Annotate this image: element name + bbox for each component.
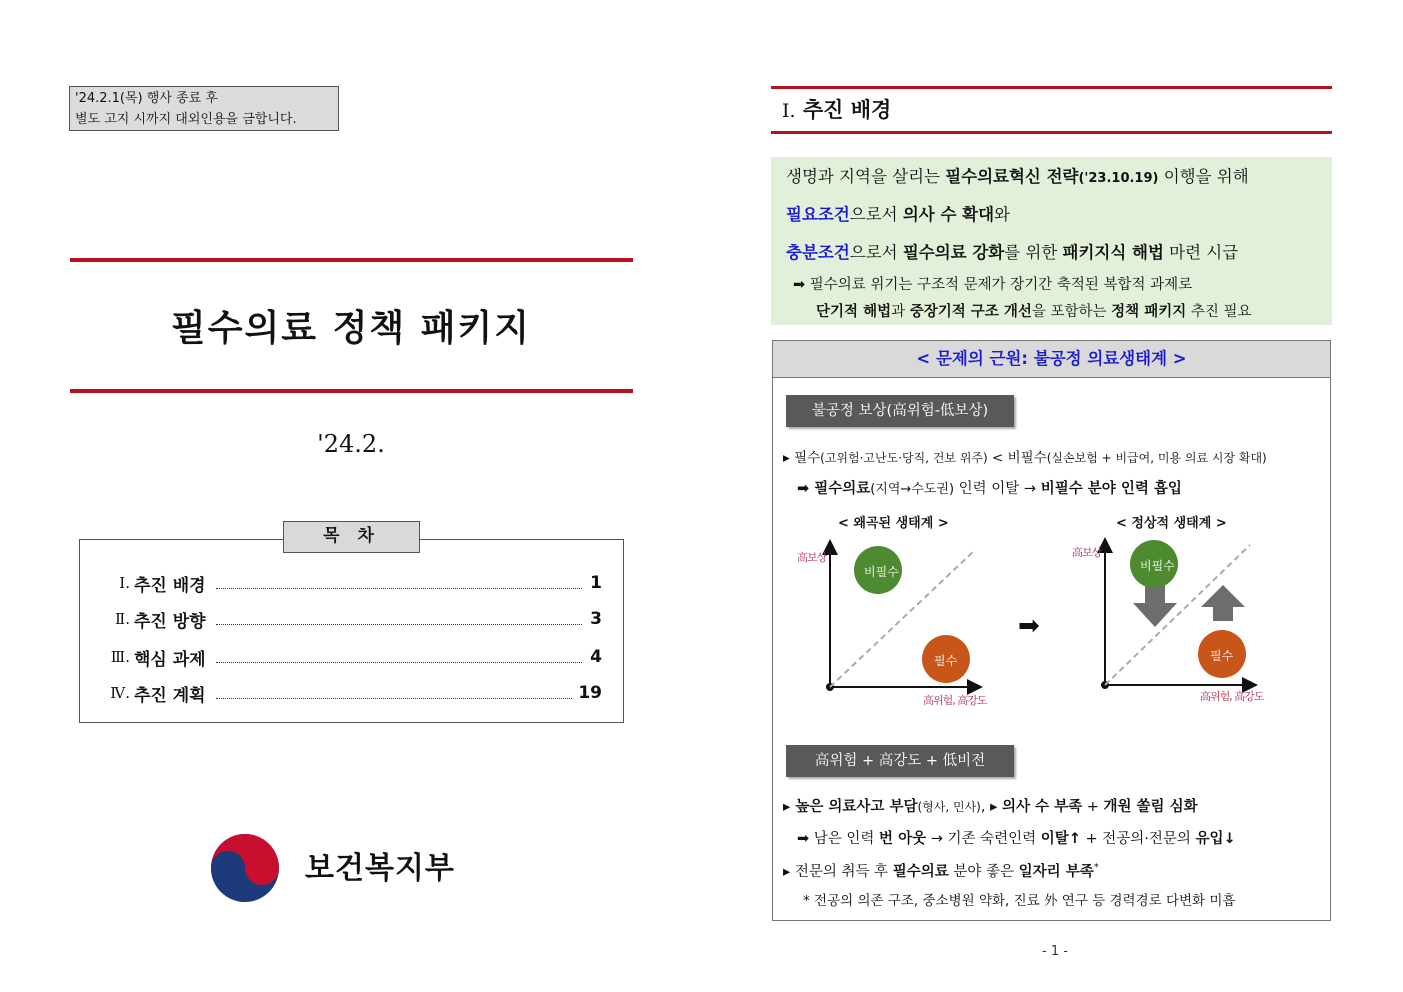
text: 인력 이탈 → <box>954 481 1041 497</box>
bullet-essential-vs-nonessential <box>783 446 1267 466</box>
text-bold: 중장기적 구조 개선 <box>909 304 1032 320</box>
text: 를 위한 <box>1004 243 1063 262</box>
x-axis-label: 高위험, 高강도 <box>923 694 987 707</box>
text: 마련 시급 <box>1163 243 1239 262</box>
text: 와 <box>994 205 1010 224</box>
page-number: - 1 - <box>1042 944 1068 959</box>
summary-line-3 <box>786 239 1238 263</box>
toc-item-page: 19 <box>578 683 602 703</box>
toc-leader <box>216 652 582 663</box>
toc-item-num: Ⅲ. <box>110 648 130 666</box>
text-bold: 번 아웃 <box>879 831 927 847</box>
text: + <box>1082 799 1104 815</box>
toc-header: 목 차 <box>283 521 420 553</box>
toc-item-label: 추진 방향 <box>134 611 206 632</box>
summary-line-2 <box>786 201 1010 225</box>
text-blue: 충분조건 <box>786 243 850 262</box>
text-small: (고위험·고난도·당직, 건보 위주) <box>820 451 988 465</box>
summary-arrow-line: ➡ 필수의료 위기는 구조적 문제가 장기간 축적된 복합적 과제로 <box>793 277 1193 293</box>
toc-item-num: Ⅰ. <box>119 574 130 592</box>
title-top-rule <box>70 258 633 262</box>
text: → 기존 숙련인력 <box>926 831 1041 847</box>
text-bold: 패키지식 해법 <box>1062 243 1164 262</box>
text-small: (형사, 민사) <box>917 800 981 814</box>
summary-line-1 <box>786 163 1249 187</box>
section-top-rule <box>771 86 1332 89</box>
toc-item-label: 추진 배경 <box>134 575 206 596</box>
title-bottom-rule <box>70 389 633 393</box>
text: 을 포함하는 <box>1031 304 1112 320</box>
x-axis-label: 高위험, 高강도 <box>1200 690 1264 703</box>
text: 생명과 지역을 살리는 <box>786 167 946 186</box>
text-bold: 의사 수 확대 <box>902 205 995 224</box>
text-bold: < 비필수 <box>987 450 1047 466</box>
bubble-label-essential: 필수 <box>934 654 958 668</box>
bubble-label-nonessential: 비필수 <box>864 565 899 579</box>
diagram-header: < 문제의 근원: 불공정 의료생태계 > <box>773 341 1330 378</box>
y-axis-label: 高보상 <box>1072 546 1102 559</box>
transition-arrow-icon: ➡ <box>1018 611 1040 641</box>
text: 으로서 <box>849 205 903 224</box>
text-bold: 이탈↑ <box>1040 831 1081 847</box>
text-bold: 단기적 해법 <box>816 304 892 320</box>
y-axis-label: 高보상 <box>797 551 827 564</box>
footnote: * 전공의 의존 구조, 중소병원 약화, 진료 外 연구 등 경력경로 다변화 미흡 <box>803 893 1236 909</box>
tag-risk-intensity-vision: 高위험 + 高강도 + 低비전 <box>786 745 1014 777</box>
text-bold: 정책 패키지 <box>1111 304 1187 320</box>
section-num: Ⅰ. <box>782 100 796 122</box>
toc-item[interactable] <box>100 607 602 631</box>
bullet-malpractice-shortage <box>783 795 1198 816</box>
toc-item-label: 핵심 과제 <box>134 649 206 670</box>
toc-item-label: 추진 계획 <box>134 685 206 706</box>
text-small: (실손보험 + 비급여, 미용 의료 시장 확대) <box>1046 451 1267 465</box>
footnote-mark: * <box>1093 862 1099 874</box>
text-blue: 필요조건 <box>786 205 850 224</box>
toc-leader <box>216 614 582 625</box>
text-small: (지역→수도권) <box>870 482 955 497</box>
text-bold: 유입↓ <box>1195 831 1236 847</box>
up-arrow-icon <box>1201 585 1245 621</box>
document-title: 필수의료 정책 패키지 <box>170 308 532 349</box>
toc-item[interactable] <box>100 571 602 595</box>
text-bold: 개원 쏠림 심화 <box>1103 799 1198 815</box>
text: ➡ 남은 인력 <box>797 831 880 847</box>
ministry-name: 보건복지부 <box>305 851 455 886</box>
embargo-notice <box>69 86 339 131</box>
text: 추진 필요 <box>1186 304 1252 320</box>
bullet-job-shortage <box>783 860 1099 881</box>
chart-left-title: < 왜곡된 생태계 > <box>838 516 949 531</box>
text-bold: 비필수 분야 인력 흡입 <box>1040 481 1182 497</box>
section-bottom-rule <box>771 131 1332 134</box>
text: + 전공의·전문의 <box>1080 831 1196 847</box>
text: 이행을 위해 <box>1158 167 1249 186</box>
text-bold: 일자리 부족 <box>1018 864 1094 880</box>
text-bold: 의사 수 부족 <box>1001 799 1083 815</box>
section-title-text: 추진 배경 <box>802 98 892 122</box>
toc-item-page: 3 <box>590 609 602 629</box>
text: ▸ 필수 <box>783 450 821 466</box>
embargo-line-2: 별도 고지 시까지 대외인용을 금합니다. <box>75 112 297 127</box>
text: 으로서 <box>849 243 903 262</box>
toc-item[interactable] <box>100 645 602 669</box>
text-bold: ➡ 필수의료 <box>797 481 871 497</box>
embargo-line-1: '24.2.1(목) 행사 종료 후 <box>75 91 218 106</box>
toc-item-num: Ⅳ. <box>110 684 130 702</box>
tag-unfair-compensation: 불공정 보상(高위험-低보상) <box>786 395 1014 427</box>
text-bold: ('23.10.19) <box>1078 171 1159 186</box>
text: ▸ 전문의 취득 후 <box>783 864 893 880</box>
text-bold: 필수의료 강화 <box>902 243 1005 262</box>
toc-item-page: 4 <box>590 647 602 667</box>
text-bold: ▸ 높은 의료사고 부담 <box>783 799 918 815</box>
text: , ▸ <box>980 799 1002 815</box>
bullet-workforce-drain <box>797 477 1182 498</box>
text: 분야 좋은 <box>948 864 1019 880</box>
bullet-burnout <box>797 827 1236 848</box>
toc-item[interactable] <box>100 681 602 705</box>
toc-leader <box>216 688 573 699</box>
document-date: '24.2. <box>317 430 385 458</box>
bubble-label-essential: 필수 <box>1210 649 1234 663</box>
text-bold: 필수의료 <box>892 864 949 880</box>
bubble-label-nonessential: 비필수 <box>1140 559 1175 573</box>
chart-right-title: < 정상적 생태계 > <box>1116 516 1227 531</box>
section-title <box>782 94 891 124</box>
text-bold: 필수의료혁신 전략 <box>945 167 1079 186</box>
ministry-logo-icon <box>209 832 281 904</box>
toc-leader <box>216 578 582 589</box>
toc-item-page: 1 <box>590 573 602 593</box>
toc-item-num: Ⅱ. <box>115 610 130 628</box>
text: 과 <box>891 304 910 320</box>
summary-arrow-line-2 <box>816 300 1251 321</box>
